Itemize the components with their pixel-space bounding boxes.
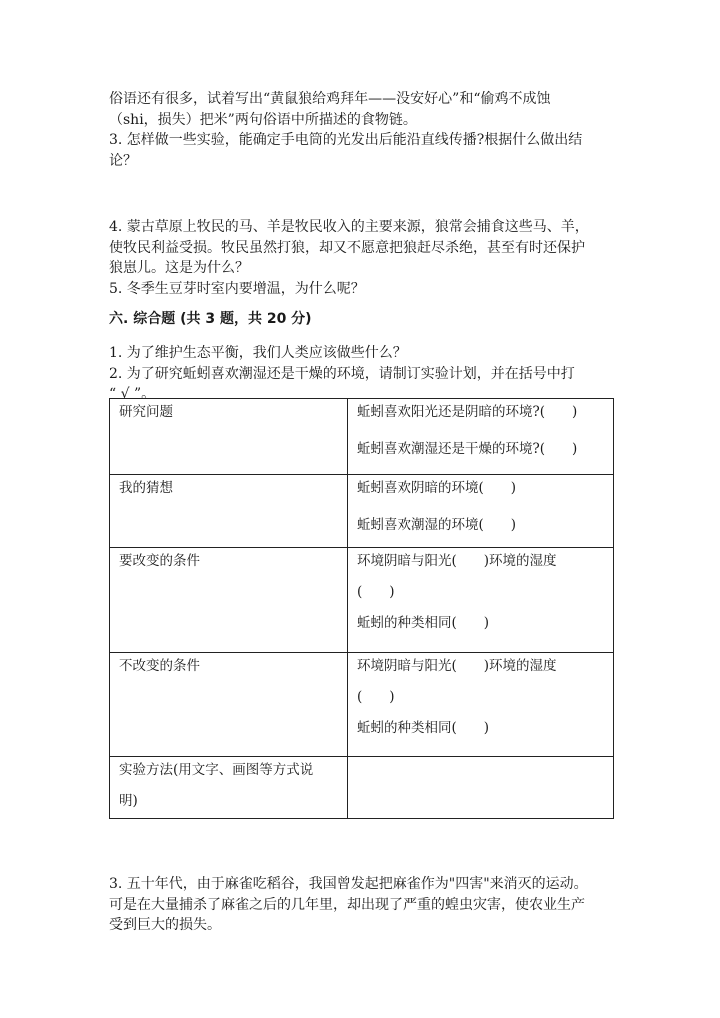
- text-line: “ √ ”。: [109, 386, 156, 402]
- row-content: [348, 548, 614, 653]
- question-3-light: [109, 130, 614, 171]
- text-line: 3. 怎样做一些实验，能确定手电筒的光发出后能沿直线传播?根据什么做出结: [109, 132, 583, 148]
- method-answer-cell[interactable]: [348, 757, 614, 819]
- answer-line[interactable]: 蚯蚓喜欢潮湿的环境( ): [357, 517, 517, 533]
- text-line: 使牧民利益受损。牧民虽然打狼，却又不愿意把狼赶尽杀绝，甚至有时还保护: [109, 239, 585, 256]
- text-line: 受到巨大的损失。: [109, 917, 221, 933]
- table-row: [110, 399, 614, 475]
- answer-line[interactable]: 蚯蚓喜欢阴暗的环境( ): [357, 480, 517, 496]
- row-label: 研究问题: [110, 399, 348, 475]
- text-line: 俗语还有很多，试着写出“黄鼠狼给鸡拜年——没安好心”和“偷鸡不成蚀: [109, 91, 551, 107]
- row-label: [110, 757, 348, 819]
- question-5-bean-sprouts: 5. 冬季生豆芽时室内要增温，为什么呢？: [109, 280, 365, 297]
- question-continued-text: [109, 89, 614, 130]
- text-line: （shi，损失）把米”两句俗语中所描述的食物链。: [109, 111, 417, 128]
- section-title: 六. 综合题 (共 3 题，共 20 分): [109, 311, 312, 327]
- table-row: [110, 548, 614, 653]
- table-row: [110, 475, 614, 548]
- row-content: [348, 399, 614, 475]
- question-4-wolves: [109, 217, 614, 299]
- answer-line[interactable]: 环境阴暗与阳光( )环境的湿度: [357, 658, 557, 674]
- text-line: 3. 五十年代，由于麻雀吃稻谷，我国曾发起把麻雀作为"四害"来消灭的运动。: [109, 876, 588, 892]
- comprehensive-questions: [109, 343, 614, 405]
- answer-line[interactable]: 蚯蚓喜欢潮湿还是干燥的环境?( ): [357, 441, 578, 457]
- text-line: 2. 为了研究蚯蚓喜欢潮湿还是干燥的环境，请制订实验计划，并在括号中打: [109, 365, 575, 382]
- answer-line[interactable]: 蚯蚓的种类相同( ): [357, 615, 490, 631]
- answer-line[interactable]: 环境阴暗与阳光( )环境的湿度: [357, 553, 557, 569]
- text-line: 论？: [109, 152, 137, 169]
- answer-line[interactable]: ( ): [357, 584, 395, 600]
- question-1-ecology: 1. 为了维护生态平衡，我们人类应该做些什么？: [109, 345, 407, 361]
- label-line: 明): [119, 793, 138, 809]
- text-line: 4. 蒙古草原上牧民的马、羊是牧民收入的主要来源，狼常会捕食这些马、羊，: [109, 219, 589, 235]
- question-3-sparrows: [109, 874, 614, 936]
- text-line: 狼崽儿。这是为什么？: [109, 260, 249, 276]
- text-line: 可是在大量捕杀了麻雀之后的几年里，却出现了严重的蝗虫灾害，使农业生产: [109, 896, 585, 913]
- row-content: [348, 653, 614, 757]
- row-label: 不改变的条件: [110, 653, 348, 757]
- label-line: 实验方法(用文字、画图等方式说: [119, 762, 314, 778]
- row-label: 要改变的条件: [110, 548, 348, 653]
- table-row: [110, 757, 614, 819]
- row-label: 我的猜想: [110, 475, 348, 548]
- answer-line[interactable]: ( ): [357, 689, 395, 705]
- answer-line[interactable]: 蚯蚓喜欢阳光还是阴暗的环境?( ): [357, 404, 578, 420]
- table-row: [110, 653, 614, 757]
- row-content: [348, 475, 614, 548]
- answer-line[interactable]: 蚯蚓的种类相同( ): [357, 720, 490, 736]
- experiment-plan-table: [109, 398, 614, 819]
